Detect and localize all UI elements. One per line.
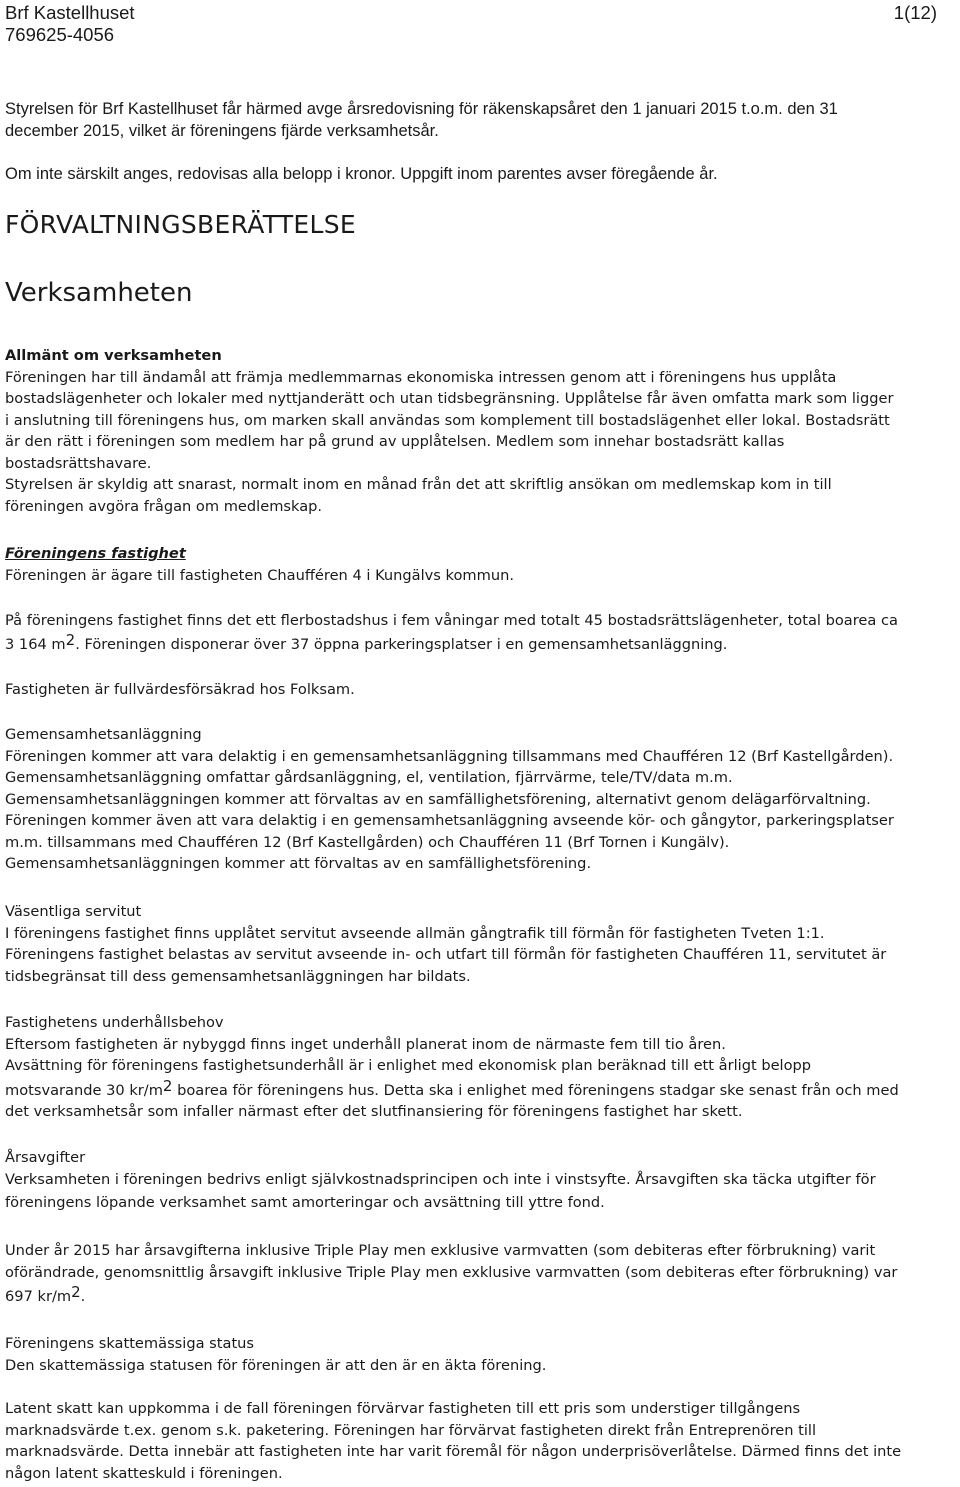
page-header <box>5 2 937 46</box>
insurance-note: Fastigheten är fullvärdesförsäkrad hos Folksam. <box>5 681 355 698</box>
arsavgifter-paragraph: Under år 2015 har årsavgifterna inklusive Triple Play men exklusive varmvatten (som debiteras efter förbrukning) varit oförändrade, genomsnittlig årsavgift inklusive Triple Play men exklusive varmvatten (som debiteras efter förbrukning) var 697 $kr/m^2$. <box>5 1242 898 1305</box>
section-allmant: Allmänt om verksamheten Föreningen har till ändamål att främja medlemmarnas ekonomiska intressen genom att i föreningens hus upplåta bostadslägenheter och lokaler med nyttjanderätt och utan tidsbegränsning. Upplåtelse får även omfatta mark som ligger i anslutning till föreningens hus, om marken skall användas som komplement till bostadslägenhet eller lokal. Bostadsrätt är den rätt i föreningen som medlem har på grund av upplåtelsen. Medlem som innehar bostadsrätt kallas bostadsrättshavare. Styrelsen är skyldig att snarast, normalt inom en månad från det att skriftlig ansökan om medlemskap kom in till föreningen avgöra frågan om medlemskap. <box>5 345 957 517</box>
section-heading: Fastighetens underhållsbehov <box>5 1014 224 1031</box>
section-title: Verksamheten <box>5 278 193 308</box>
org-name: Brf Kastellhuset <box>5 2 135 23</box>
section-heading: Föreningens skattemässiga status <box>5 1335 255 1352</box>
org-number: 769625-4056 <box>5 24 115 45</box>
skatt-paragraph: Latent skatt kan uppkomma i de fall föreningen förvärvar fastigheten till ett pris som understiger tillgångens marknadsvärde t.ex. genom s.k. paketering. Föreningen har förvärvat fastigheten direkt från Entreprenören till marknadsvärde. Detta innebär att fastigheten inte har varit föremål för någon underprisöverlåtelse. Därmed finns det inte någon latent skatteskuld i föreningen. <box>5 1400 902 1482</box>
intro-paragraph: Styrelsen för Brf Kastellhuset får härmed avge årsredovisning för räkenskapsåret den 1 januari 2015 t.o.m. den 31 december 2015, vilket är föreningens fjärde verksamhetsår. <box>5 100 838 140</box>
section-heading: Väsentliga servitut <box>5 903 142 920</box>
fastighet-paragraph: På föreningens fastighet finns det ett flerbostadshus i fem våningar med totalt 45 bostadsrättslägenheter, total boarea ca 3 164 $m^2$. Föreningen disponerar över 37 öppna parkeringsplatser i en gemensamhetsanläggning. <box>5 612 898 653</box>
intro-note: Om inte särskilt anges, redovisas alla belopp i kronor. Uppgift inom parentes avser föregående år. <box>5 165 718 183</box>
page-title: FÖRVALTNINGSBERÄTTELSE <box>5 210 356 239</box>
section-heading: Allmänt om verksamheten <box>5 347 222 364</box>
section-arsavgifter: Årsavgifter Verksamheten i föreningen bedrivs enligt självkostnadsprincipen och inte i vinstsyfte. Årsavgiften ska täcka utgifter för föreningens löpande verksamhet samt amorteringar och avsättning till yttre fond. <box>5 1147 957 1214</box>
section-heading: Gemensamhetsanläggning <box>5 726 202 743</box>
section-skatt: Föreningens skattemässiga status Den skattemässiga statusen för föreningen är att den är en äkta förening. <box>5 1333 957 1376</box>
section-heading: Årsavgifter <box>5 1149 86 1166</box>
section-gemensamhet: Gemensamhetsanläggning Föreningen kommer att vara delaktig i en gemensamhetsanläggning tillsammans med Chaufféren 12 (Brf Kastellgården). Gemensamhetsanläggning omfattar gårdsanläggning, el, ventilation, fjärrvärme, tele/TV/data m.m. Gemensamhetsanläggningen kommer att förvaltas av en samfällighetsförening, alternativt genom delägarförvaltning. Föreningen kommer även att vara delaktig i en gemensamhetsanläggning avseende kör- och gångytor, parkeringsplatser m.m. tillsammans med Chaufféren 12 (Brf Kastellgården) och Chaufféren 11 (Brf Tornen i Kungälv). Gemensamhetsanläggningen kommer att förvaltas av en samfällighetsförening. <box>5 724 957 875</box>
section-heading: Föreningens fastighet <box>5 545 186 562</box>
page-indicator: 1(12) <box>893 2 937 23</box>
section-fastighet: Föreningens fastighet Föreningen är ägare till fastigheten Chaufféren 4 i Kungälvs kommun. <box>5 545 514 584</box>
section-underhall: Fastighetens underhållsbehov Eftersom fastigheten är nybyggd finns inget underhåll planerat inom de närmaste fem till tio åren. Avsättning för föreningens fastighetsunderhåll är i enlighet med ekonomisk plan beräknad till ett årligt belopp motsvarande 30 $kr/m^2$ boarea för föreningens hus. Detta ska i enlighet med föreningens stadgar ske senast från och med det verksamhetsår som infaller närmast efter det slutfinansiering för föreningens fastighet har skett. <box>5 1012 957 1123</box>
section-servitut: Väsentliga servitut I föreningens fastighet finns upplåtet servitut avseende allmän gångtrafik till förmån för fastigheten Tveten 1:1. Föreningens fastighet belastas av servitut avseende in- och utfart till förmån för fastigheten Chaufféren 11, servitutet är tidsbegränsat till dess gemensamhetsanläggningen har bildats. <box>5 901 957 987</box>
